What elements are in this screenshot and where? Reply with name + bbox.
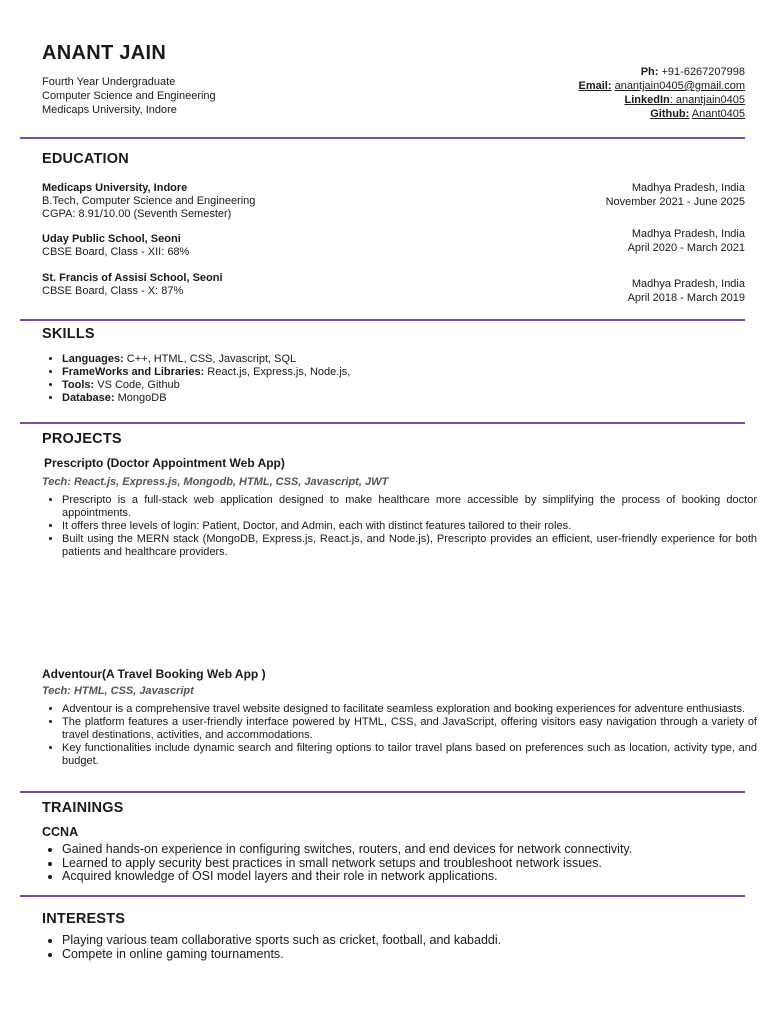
- email-label: Email:: [578, 80, 612, 92]
- project-tech: Tech: React.js, Express.js, Mongodb, HTML, CSS, Javascript, JWT: [42, 476, 389, 488]
- contact-block: [579, 65, 746, 121]
- list-item: • Built using the MERN stack (MongoDB, Express.js, React.js, and Node.js), Prescripto provides an efficient, user-friendly experience for both patients and healthcare providers.: [62, 533, 757, 559]
- grade-line: CBSE Board, Class - X: 87%: [42, 285, 184, 297]
- list-item: • Key functionalities include dynamic search and filtering options to tailor travel plans based on preferences such as location, activity type, and budget.: [62, 742, 757, 768]
- education-location: Madhya Pradesh, India: [631, 278, 745, 290]
- project-title: Prescripto (Doctor Appointment Web App): [44, 456, 285, 470]
- skill-label: Database:: [62, 392, 115, 404]
- list-item: • Gained hands-on experience in configuring switches, routers, and end devices for network connectivity.: [62, 843, 757, 857]
- education-location: Madhya Pradesh, India: [631, 182, 745, 194]
- list-item: [62, 353, 757, 366]
- list-item: • Acquired knowledge of OSI model layers and their role in network applications.: [62, 870, 757, 884]
- list-item: • Compete in online gaming tournaments.: [62, 948, 757, 962]
- skill-label: Languages:: [62, 353, 124, 365]
- project-title: Adventour(A Travel Booking Web App ): [42, 667, 266, 681]
- phone-label: Ph:: [640, 66, 659, 78]
- list-item: [62, 366, 757, 379]
- section-divider: [20, 895, 745, 897]
- project-bullets: [48, 494, 757, 559]
- education-dates: November 2021 - June 2025: [605, 196, 745, 208]
- interests-heading: INTERESTS: [42, 911, 126, 927]
- list-item: • It offers three levels of login: Patient, Doctor, and Admin, each with distinct features tailored to their roles.: [62, 520, 757, 533]
- list-item: [62, 379, 757, 392]
- skill-value: React.js, Express.js, Node.js,: [204, 366, 351, 378]
- phone-number: +91-6267207998: [661, 66, 745, 78]
- list-item: • The platform features a user-friendly interface powered by HTML, CSS, and JavaScript, offering visitors easy navigation through a variety of travel destinations, activities, and accommodations.: [62, 716, 757, 742]
- candidate-name: ANANT JAIN: [42, 42, 167, 64]
- degree-line: B.Tech, Computer Science and Engineering: [42, 195, 256, 207]
- projects-heading: PROJECTS: [42, 431, 122, 447]
- grade-line: CGPA: 8.91/10.00 (Seventh Semester): [42, 208, 232, 220]
- list-item: • Learned to apply security best practices in small network setups and troubleshoot network issues.: [62, 857, 757, 871]
- skill-value: VS Code, Github: [94, 379, 180, 391]
- email-link[interactable]: anantjain0405@gmail.com: [614, 80, 745, 92]
- institution-name: St. Francis of Assisi School, Seoni: [42, 272, 223, 284]
- project-tech: Tech: HTML, CSS, Javascript: [42, 685, 194, 697]
- candidate-summary: [42, 75, 216, 117]
- skills-list: [48, 353, 757, 405]
- section-divider: [20, 319, 745, 321]
- skill-label: FrameWorks and Libraries:: [62, 366, 205, 378]
- list-item: [62, 392, 757, 405]
- github-label: Github:: [650, 108, 690, 120]
- linkedin-row: [579, 93, 746, 107]
- education-meta: [628, 277, 745, 305]
- institution-name: Medicaps University, Indore: [42, 182, 188, 194]
- phone-row: [579, 65, 746, 79]
- list-item: • Prescripto is a full-stack web application designed to make healthcare more accessible by simplifying the process of booking doctor appointments.: [62, 494, 757, 520]
- education-entry: [42, 233, 189, 259]
- skill-label: Tools:: [62, 379, 95, 391]
- education-heading: EDUCATION: [42, 151, 129, 167]
- training-bullets: [48, 843, 757, 884]
- section-divider: [20, 137, 745, 139]
- education-location: Madhya Pradesh, India: [631, 228, 745, 240]
- education-meta: [628, 227, 745, 255]
- summary-line: Computer Science and Engineering: [42, 90, 216, 102]
- education-entry: [42, 272, 223, 298]
- section-divider: [20, 791, 745, 793]
- section-divider: [20, 422, 745, 424]
- education-meta: [606, 181, 745, 209]
- interests-list: [48, 934, 757, 961]
- grade-line: CBSE Board, Class - XII: 68%: [42, 246, 190, 258]
- linkedin-label: LinkedIn: [624, 94, 670, 106]
- github-link[interactable]: Anant0405: [691, 108, 745, 120]
- education-dates: April 2020 - March 2021: [627, 242, 745, 254]
- email-row: [579, 79, 746, 93]
- linkedin-link[interactable]: anantjain0405: [675, 94, 745, 106]
- list-item: • Playing various team collaborative sports such as cricket, football, and kabaddi.: [62, 934, 757, 948]
- skills-heading: SKILLS: [42, 326, 95, 342]
- linkedin-separator: :: [669, 94, 676, 106]
- education-dates: April 2018 - March 2019: [627, 292, 745, 304]
- skill-value: C++, HTML, CSS, Javascript, SQL: [123, 353, 297, 365]
- institution-name: Uday Public School, Seoni: [42, 233, 181, 245]
- skill-value: MongoDB: [114, 392, 167, 404]
- project-bullets: [48, 703, 757, 768]
- summary-line: Medicaps University, Indore: [42, 104, 177, 116]
- trainings-heading: TRAININGS: [42, 800, 124, 816]
- list-item: • Adventour is a comprehensive travel website designed to facilitate seamless exploration and booking experiences for adventure enthusiasts.: [62, 703, 757, 716]
- github-row: [579, 107, 746, 121]
- training-title: CCNA: [42, 825, 79, 839]
- education-entry: [42, 182, 255, 221]
- summary-line: Fourth Year Undergraduate: [42, 76, 176, 88]
